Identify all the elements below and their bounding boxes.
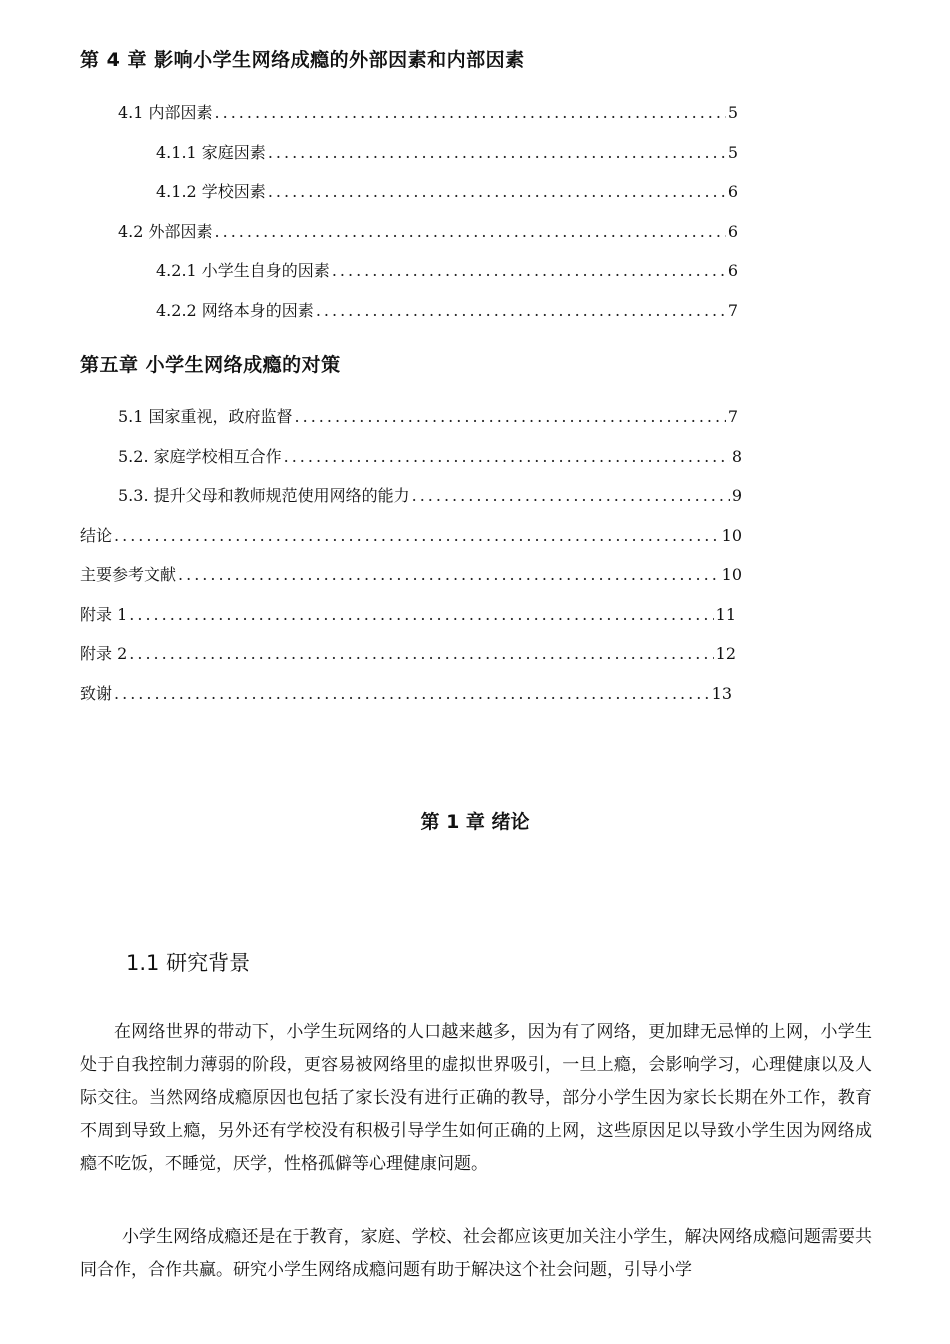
toc-entry-page: 11 <box>715 605 736 624</box>
toc-leader-dots <box>268 182 726 201</box>
toc-entry[interactable] <box>118 404 738 428</box>
toc-entry[interactable] <box>80 641 736 665</box>
toc-entry-page: 10 <box>721 565 742 584</box>
toc-entry-page: 7 <box>727 301 738 320</box>
toc-entry-label: 致谢 <box>80 684 113 703</box>
toc-entry-label: 5.2. 家庭学校相互合作 <box>118 447 282 466</box>
toc-chapter-4-heading: 第 4 章 影响小学生网络成瘾的外部因素和内部因素 <box>80 49 525 71</box>
toc-entry-page: 6 <box>727 261 738 280</box>
toc-entry-label: 4.1 内部因素 <box>118 103 213 122</box>
toc-entry[interactable] <box>118 100 738 124</box>
toc-entry-page: 5 <box>727 143 738 162</box>
toc-leader-dots <box>215 222 726 241</box>
chapter-1-title: 第 1 章 绪论 <box>420 811 530 833</box>
toc-entry-label: 5.1 国家重视，政府监督 <box>118 407 293 426</box>
toc-entry-label: 4.1.1 家庭因素 <box>156 143 266 162</box>
toc-entry-page: 12 <box>715 644 736 663</box>
toc-leader-dots <box>268 143 726 162</box>
toc-entry-label: 附录 1 <box>80 605 128 624</box>
toc-entry[interactable] <box>80 602 736 626</box>
toc-leader-dots <box>129 644 713 663</box>
toc-entry[interactable] <box>118 444 742 468</box>
toc-entry-page: 9 <box>731 486 742 505</box>
toc-entry[interactable] <box>80 523 742 547</box>
section-1-1-title: 1.1 研究背景 <box>126 951 251 975</box>
toc-leader-dots <box>284 447 730 466</box>
toc-leader-dots <box>114 526 720 545</box>
toc-entry[interactable] <box>80 681 732 705</box>
toc-entry-page: 7 <box>727 407 738 426</box>
toc-entry[interactable] <box>80 562 742 586</box>
toc-entry-label: 4.2.2 网络本身的因素 <box>156 301 314 320</box>
toc-entry-page: 13 <box>711 684 732 703</box>
toc-chapter-5-heading: 第五章 小学生网络成瘾的对策 <box>80 354 341 376</box>
body-paragraph-1: 在网络世界的带动下，小学生玩网络的人口越来越多，因为有了网络，更加肆无忌惮的上网，小学生处于自我控制力薄弱的阶段，更容易被网络里的虚拟世界吸引，一旦上瘾，会影响学习，心理健康以及人际交往。当然网络成瘾原因也包括了家长没有进行正确的教导，部分小学生因为家长长期在外工作，教育不周到导致上瘾，另外还有学校没有积极引导学生如何正确的上网，这些原因足以导致小学生因为网络成瘾不吃饭，不睡觉，厌学，性格孤僻等心理健康问题。 <box>80 1022 872 1174</box>
toc-entry-page: 10 <box>721 526 742 545</box>
toc-entry-label: 附录 2 <box>80 644 128 663</box>
toc-leader-dots <box>114 684 710 703</box>
toc-entry-page: 6 <box>727 222 738 241</box>
toc-entry-label: 4.2 外部因素 <box>118 222 213 241</box>
toc-entry[interactable] <box>156 140 738 164</box>
toc-entry-page: 8 <box>731 447 742 466</box>
toc-entry[interactable] <box>118 219 738 243</box>
toc-entry[interactable] <box>156 179 738 203</box>
toc-leader-dots <box>295 407 726 426</box>
body-paragraph-2: 小学生网络成瘾还是在于教育，家庭、学校、社会都应该更加关注小学生，解决网络成瘾问题需要共同合作，合作共赢。研究小学生网络成瘾问题有助于解决这个社会问题，引导小学 <box>80 1227 872 1280</box>
toc-entry-page: 6 <box>727 182 738 201</box>
toc-leader-dots <box>316 301 726 320</box>
toc-entry[interactable] <box>156 258 738 282</box>
toc-entry-label: 结论 <box>80 526 113 545</box>
toc-entry[interactable] <box>156 298 738 322</box>
toc-entry-label: 主要参考文献 <box>80 565 177 584</box>
toc-entry-label: 5.3. 提升父母和教师规范使用网络的能力 <box>118 486 410 505</box>
toc-leader-dots <box>178 565 720 584</box>
toc-leader-dots <box>412 486 730 505</box>
toc-entry-page: 5 <box>727 103 738 122</box>
toc-entry[interactable] <box>118 483 742 507</box>
toc-entry-label: 4.2.1 小学生自身的因素 <box>156 261 330 280</box>
toc-leader-dots <box>129 605 713 624</box>
toc-leader-dots <box>215 103 726 122</box>
toc-leader-dots <box>332 261 726 280</box>
toc-entry-label: 4.1.2 学校因素 <box>156 182 266 201</box>
